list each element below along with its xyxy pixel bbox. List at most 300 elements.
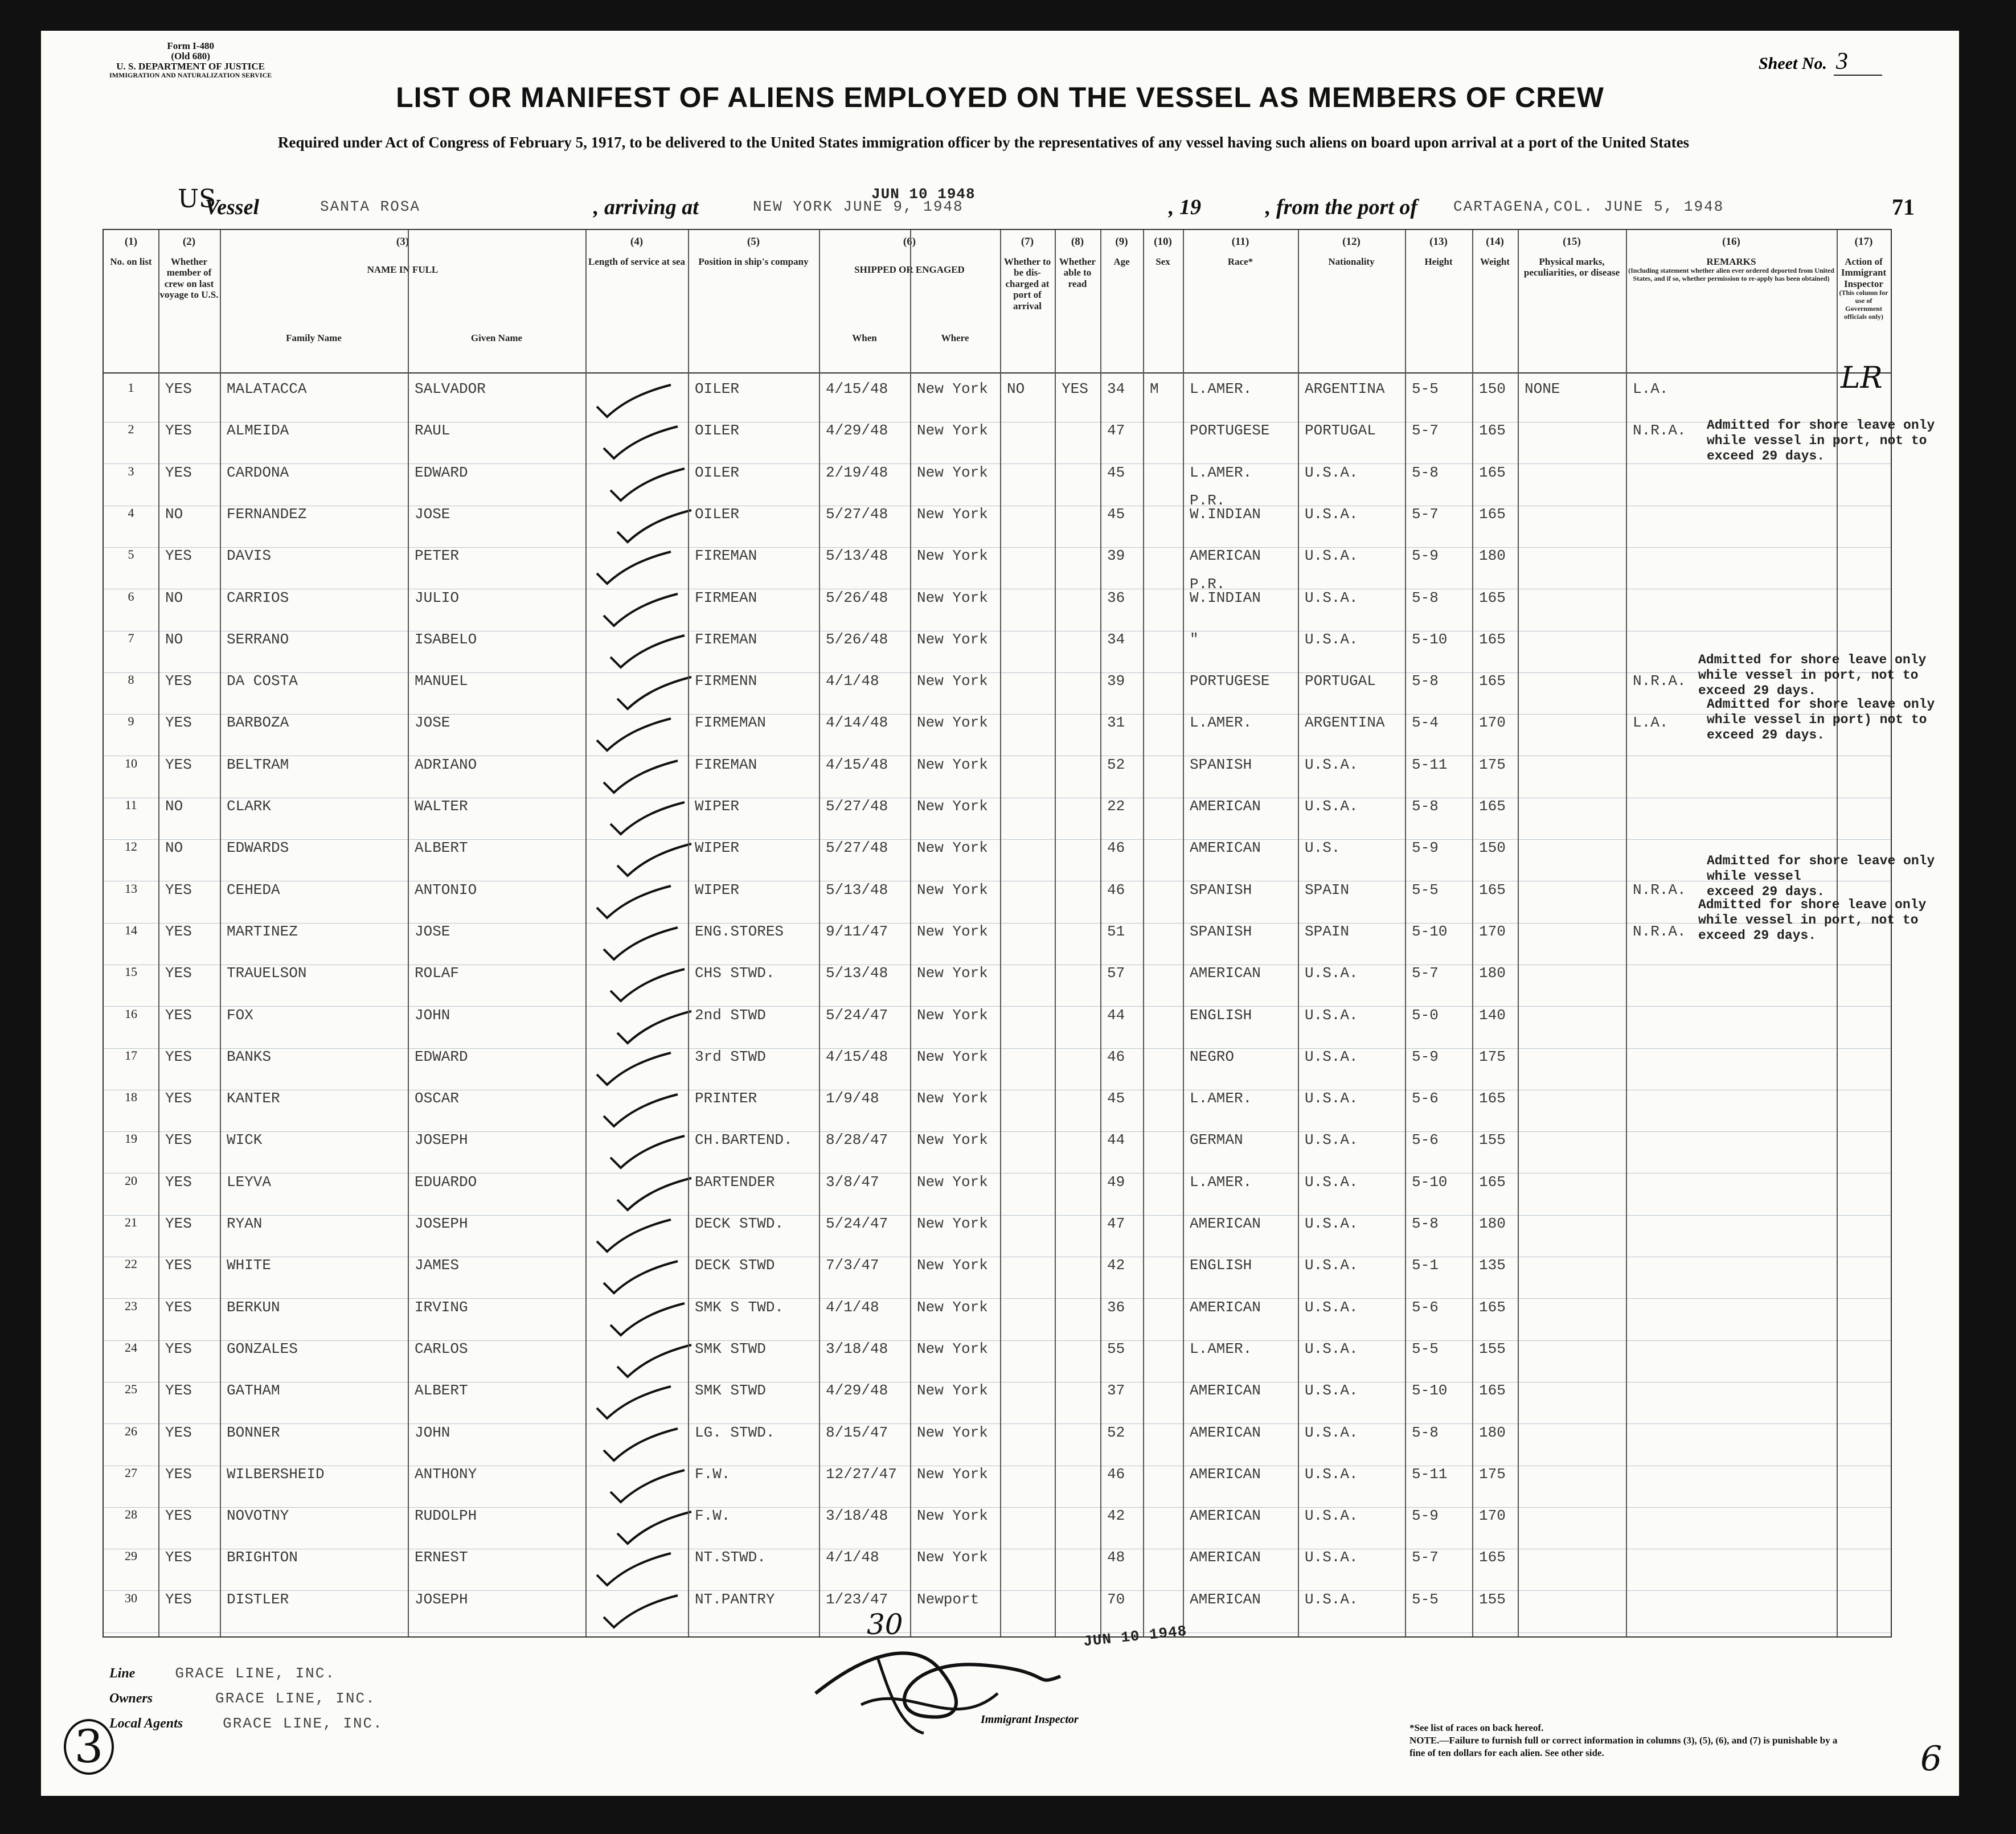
cell-age: 37 <box>1107 1382 1125 1400</box>
cell-nationality: U.S.A. <box>1305 1340 1358 1357</box>
cell-no: 13 <box>125 881 137 896</box>
inspector-initials: LR <box>1841 361 1883 395</box>
column-header <box>104 236 158 267</box>
cell-when: 12/27/47 <box>826 1465 897 1483</box>
table-row <box>104 756 1891 798</box>
cell-marks: NONE <box>1525 380 1560 397</box>
cell-weight: 175 <box>1479 756 1506 773</box>
cell-nationality: ARGENTINA <box>1305 380 1385 397</box>
table-row <box>104 1131 1891 1174</box>
cell-age: 42 <box>1107 1257 1125 1274</box>
agents-label: Local Agents <box>109 1716 183 1731</box>
checkmark-icon <box>605 1301 690 1341</box>
cell-where: New York <box>917 1131 988 1149</box>
column-number: (9) <box>1115 236 1128 248</box>
service-name: IMMIGRATION AND NATURALIZATION SERVICE <box>109 71 272 79</box>
column-divider <box>1000 230 1001 1636</box>
checkmark-icon <box>612 842 697 881</box>
cell-age: 70 <box>1107 1590 1125 1608</box>
cell-no: 19 <box>125 1131 137 1146</box>
cell-family: CEHEDA <box>227 881 280 898</box>
cell-no: 4 <box>128 505 134 520</box>
cell-no: 12 <box>125 839 137 854</box>
cell-where: New York <box>917 422 988 440</box>
column-header <box>1472 236 1518 267</box>
table-row <box>104 1466 1891 1508</box>
cell-no: 5 <box>128 547 134 562</box>
cell-when: 5/13/48 <box>826 965 888 982</box>
manifest-sheet <box>41 31 1959 1796</box>
checkmark-icon <box>612 675 697 715</box>
cell-where: New York <box>917 1465 988 1483</box>
cell-family: MALATACCA <box>227 380 307 397</box>
cell-prev: YES <box>165 1131 192 1149</box>
cell-height: 5-10 <box>1412 1173 1448 1191</box>
cell-race: AMERICAN <box>1190 1423 1261 1441</box>
cell-height: 5-8 <box>1412 798 1439 815</box>
cell-prev: YES <box>165 1215 192 1232</box>
cell-race: PORTUGESE <box>1190 422 1270 440</box>
column-header <box>1000 236 1055 312</box>
column-number: (6) <box>903 236 916 248</box>
table-header <box>104 230 1891 374</box>
footnote <box>1409 1722 1842 1759</box>
table-row <box>104 380 1891 422</box>
cell-prev: NO <box>165 630 183 648</box>
column-number: (8) <box>1071 236 1084 248</box>
table-row <box>104 575 1891 631</box>
cell-height: 5-4 <box>1412 714 1439 732</box>
table-row <box>104 965 1891 1007</box>
cell-given: JOSEPH <box>415 1590 468 1608</box>
remark-note: Admitted for shore leave only while vessel in port, not to exceed 29 days. <box>1698 897 1927 943</box>
cell-race: AMERICAN <box>1190 965 1261 982</box>
cell-weight: 170 <box>1479 922 1506 940</box>
cell-no: 18 <box>125 1090 137 1105</box>
vessel-name: SANTA ROSA <box>320 198 421 215</box>
cell-where: New York <box>917 881 988 898</box>
table-row <box>104 491 1891 548</box>
cell-no: 26 <box>125 1423 137 1438</box>
cell-prev: NO <box>165 589 183 606</box>
cell-prev: YES <box>165 1257 192 1274</box>
cell-nationality: U.S.A. <box>1305 1549 1358 1566</box>
cell-where: New York <box>917 714 988 732</box>
cell-age: 46 <box>1107 1465 1125 1483</box>
cell-weight: 140 <box>1479 1006 1506 1024</box>
cell-height: 5-9 <box>1412 1048 1439 1065</box>
cell-where: New York <box>917 1173 988 1191</box>
cell-position: BARTENDER <box>695 1173 775 1191</box>
cell-given: JOSE <box>415 714 450 732</box>
table-row <box>104 1549 1891 1591</box>
cell-height: 5-9 <box>1412 547 1439 565</box>
checkmark-icon <box>591 1551 677 1591</box>
column-divider <box>1143 230 1144 1636</box>
checkmark-icon <box>598 758 683 798</box>
cell-family: DISTLER <box>227 1590 289 1608</box>
table-row <box>104 881 1891 924</box>
cell-prev: YES <box>165 1090 192 1107</box>
cell-position: FIRMEMAN <box>695 714 766 732</box>
corner-number-left: 3 <box>64 1719 114 1775</box>
cell-age: 36 <box>1107 589 1125 606</box>
table-row <box>104 1382 1891 1424</box>
table-row <box>104 1215 1891 1257</box>
column-header <box>688 236 819 267</box>
cell-no: 14 <box>125 922 137 937</box>
checkmark-icon <box>591 1384 677 1424</box>
vessel-line <box>149 184 1943 223</box>
cell-where: New York <box>917 630 988 648</box>
cell-weight: 165 <box>1479 1173 1506 1191</box>
cell-nationality: ARGENTINA <box>1305 714 1385 732</box>
cell-position: CHS STWD. <box>695 965 775 982</box>
cell-given: ROLAF <box>415 965 460 982</box>
table-row <box>104 547 1891 589</box>
remark-note: Admitted for shore leave only while vessel in port, not to exceed 29 days. <box>1698 653 1927 699</box>
cell-position: NT.PANTRY <box>695 1590 775 1608</box>
cell-nationality: U.S.A. <box>1305 1006 1358 1024</box>
cell-height: 5-8 <box>1412 1215 1439 1232</box>
cell-prev: YES <box>165 380 192 397</box>
cell-nationality: U.S.A. <box>1305 505 1358 523</box>
cell-age: 31 <box>1107 714 1125 732</box>
cell-weight: 155 <box>1479 1590 1506 1608</box>
column-divider <box>910 230 911 1636</box>
cell-where: New York <box>917 463 988 481</box>
cell-age: 51 <box>1107 922 1125 940</box>
cell-position: ENG.STORES <box>695 922 784 940</box>
cell-position: FIREMAN <box>695 756 757 773</box>
table-row <box>104 1257 1891 1299</box>
cell-height: 5-9 <box>1412 839 1439 857</box>
cell-when: 4/29/48 <box>826 422 888 440</box>
column-label: Nationality <box>1328 256 1375 267</box>
cell-when: 4/1/48 <box>826 672 879 690</box>
column-number: (4) <box>630 236 644 248</box>
cell-prev: YES <box>165 1507 192 1525</box>
cell-position: SMK STWD <box>695 1340 766 1357</box>
cell-age: 55 <box>1107 1340 1125 1357</box>
vessel-label: Vessel <box>205 195 259 219</box>
cell-age: 47 <box>1107 422 1125 440</box>
cell-where: New York <box>917 756 988 773</box>
cell-no: 7 <box>128 630 134 645</box>
document-subtitle: Required under Act of Congress of February 5, 1917, to be delivered to the United States immigration officer by the representatives of any vessel having such aliens on board upon arrival at a port of the United States <box>277 134 1690 151</box>
cell-nationality: SPAIN <box>1305 922 1350 940</box>
cell-where: New York <box>917 1340 988 1357</box>
cell-nationality: U.S.A. <box>1305 1090 1358 1107</box>
cell-nationality: PORTUGAL <box>1305 422 1376 440</box>
cell-family: GATHAM <box>227 1382 280 1400</box>
cell-age: 44 <box>1107 1006 1125 1024</box>
cell-height: 5-8 <box>1412 672 1439 690</box>
cell-race: AMERICAN <box>1190 1298 1261 1316</box>
owners-field <box>109 1690 376 1707</box>
cell-height: 5-5 <box>1412 380 1439 397</box>
cell-no: 16 <box>125 1006 137 1021</box>
table-row <box>104 422 1891 464</box>
cell-sex: M <box>1150 380 1159 397</box>
cell-weight: 165 <box>1479 505 1506 523</box>
table-row <box>104 631 1891 673</box>
cell-where: Newport <box>917 1590 980 1608</box>
cell-family: WHITE <box>227 1257 272 1274</box>
checkmark-icon <box>612 1343 697 1382</box>
cell-when: 5/24/47 <box>826 1006 888 1024</box>
cell-weight: 155 <box>1479 1131 1506 1149</box>
checkmark-icon <box>605 967 690 1007</box>
cell-age: 34 <box>1107 630 1125 648</box>
cell-prev: NO <box>165 839 183 857</box>
cell-race: AMERICAN <box>1190 1590 1261 1608</box>
column-divider <box>688 230 689 1636</box>
cell-race: " <box>1190 630 1199 648</box>
cell-when: 3/8/47 <box>826 1173 879 1191</box>
cell-given: RAUL <box>415 422 450 440</box>
cell-age: 36 <box>1107 1298 1125 1316</box>
cell-given: EDWARD <box>415 463 468 481</box>
cell-when: 5/26/48 <box>826 630 888 648</box>
cell-when: 5/27/48 <box>826 505 888 523</box>
cell-when: 5/26/48 <box>826 589 888 606</box>
form-identifier <box>109 41 272 79</box>
cell-no: 9 <box>128 714 134 729</box>
cell-given: JULIO <box>415 589 460 606</box>
table-row <box>104 1507 1891 1549</box>
cell-position: 2nd STWD <box>695 1006 766 1024</box>
cell-remarks: N.R.A. <box>1633 672 1686 690</box>
cell-no: 25 <box>125 1382 137 1397</box>
cell-weight: 170 <box>1479 714 1506 732</box>
cell-position: FIREMAN <box>695 547 757 565</box>
cell-race-note: P.R. <box>1190 575 1226 593</box>
table-row <box>104 1299 1891 1341</box>
column-label: Length of service at sea <box>588 256 685 267</box>
cell-nationality: U.S.A. <box>1305 630 1358 648</box>
cell-given: CARLOS <box>415 1340 468 1357</box>
cell-prev: YES <box>165 1549 192 1566</box>
column-divider <box>1405 230 1406 1636</box>
vessel-prefix-hand: US <box>178 184 216 214</box>
inspector-label: Immigrant Inspector <box>981 1713 1079 1726</box>
column-number: (12) <box>1342 236 1361 248</box>
cell-remarks: N.R.A. <box>1633 922 1686 940</box>
remark-note: Admitted for shore leave only while vessel in port, not to exceed 29 days. <box>1707 418 1935 464</box>
cell-position: DECK STWD. <box>695 1215 784 1232</box>
cell-family: BANKS <box>227 1048 272 1065</box>
cell-position: OILER <box>695 422 740 440</box>
cell-height: 5-9 <box>1412 1507 1439 1525</box>
cell-position: OILER <box>695 505 740 523</box>
cell-prev: YES <box>165 463 192 481</box>
cell-when: 1/23/47 <box>826 1590 888 1608</box>
cell-nationality: U.S.A. <box>1305 463 1358 481</box>
cell-weight: 165 <box>1479 422 1506 440</box>
cell-height: 5-11 <box>1412 1465 1448 1483</box>
column-divider <box>1472 230 1473 1636</box>
cell-given: ANTHONY <box>415 1465 477 1483</box>
cell-race: L.AMER. <box>1190 463 1252 481</box>
cell-prev: YES <box>165 756 192 773</box>
cell-race: W.INDIAN <box>1190 505 1261 523</box>
checkmark-icon <box>591 1217 677 1257</box>
cell-position: WIPER <box>695 798 740 815</box>
cell-position: SMK S TWD. <box>695 1298 784 1316</box>
cell-weight: 165 <box>1479 630 1506 648</box>
cell-height: 5-1 <box>1412 1257 1439 1274</box>
cell-nationality: U.S.A. <box>1305 1298 1358 1316</box>
cell-race: AMERICAN <box>1190 1382 1261 1400</box>
cell-age: 22 <box>1107 798 1125 815</box>
form-old-number: (Old 680) <box>171 50 210 61</box>
cell-position: LG. STWD. <box>695 1423 775 1441</box>
cell-given: MANUEL <box>415 672 468 690</box>
cell-age: 49 <box>1107 1173 1125 1191</box>
column-divider <box>1518 230 1519 1636</box>
footnote-penalty: NOTE.—Failure to furnish full or correct information in columns (3), (5), (6), and (7) is punishable by a fine of ten dollars for each alien. See other side. <box>1409 1735 1838 1759</box>
cell-family: BELTRAM <box>227 756 289 773</box>
column-header <box>819 236 1000 275</box>
cell-race: L.AMER. <box>1190 1173 1252 1191</box>
cell-where: New York <box>917 1549 988 1566</box>
cell-family: CLARK <box>227 798 272 815</box>
column-number: (3) <box>396 236 409 248</box>
cell-family: NOVOTNY <box>227 1507 289 1525</box>
cell-weight: 165 <box>1479 1382 1506 1400</box>
cell-height: 5-7 <box>1412 505 1439 523</box>
cell-nationality: U.S.A. <box>1305 1423 1358 1441</box>
cell-nationality: U.S.A. <box>1305 547 1358 565</box>
column-header <box>1518 236 1626 278</box>
cell-race: W.INDIAN <box>1190 589 1261 606</box>
cell-when: 8/15/47 <box>826 1423 888 1441</box>
cell-prev: YES <box>165 881 192 898</box>
cell-race: SPANISH <box>1190 881 1252 898</box>
cell-position: DECK STWD <box>695 1257 775 1274</box>
column-number: (15) <box>1563 236 1581 248</box>
cell-race: L.AMER. <box>1190 1340 1252 1357</box>
column-label: Race* <box>1227 256 1253 267</box>
cell-family: DA COSTA <box>227 672 298 690</box>
column-number: (17) <box>1854 236 1873 248</box>
column-divider <box>220 230 221 1636</box>
column-note: (Including statement whether alien ever ordered deported from United States, and if so, whether permission to re-apply has been obtained) <box>1628 266 1834 283</box>
checkmark-icon <box>591 884 677 924</box>
cell-race: AMERICAN <box>1190 1549 1261 1566</box>
checkmark-icon <box>591 1051 677 1090</box>
cell-weight: 180 <box>1479 547 1506 565</box>
table-row <box>104 714 1891 756</box>
cell-nationality: U.S.A. <box>1305 1215 1358 1232</box>
checkmark-icon <box>605 633 690 673</box>
column-note: (This column for use of Government officials only) <box>1839 289 1888 321</box>
cell-family: BONNER <box>227 1423 280 1441</box>
cell-age: 42 <box>1107 1507 1125 1525</box>
table-row <box>104 1007 1891 1049</box>
cell-prev: NO <box>165 505 183 523</box>
cell-nationality: U.S.A. <box>1305 965 1358 982</box>
cell-height: 5-10 <box>1412 630 1448 648</box>
cell-age: 46 <box>1107 839 1125 857</box>
cell-weight: 165 <box>1479 1549 1506 1566</box>
checkmark-icon <box>605 800 690 840</box>
cell-position: OILER <box>695 463 740 481</box>
cell-when: 7/3/47 <box>826 1257 879 1274</box>
cell-given: JOSE <box>415 505 450 523</box>
cell-family: CARDONA <box>227 463 289 481</box>
cell-race: AMERICAN <box>1190 1215 1261 1232</box>
cell-age: 39 <box>1107 547 1125 565</box>
cell-position: CH.BARTEND. <box>695 1131 793 1149</box>
column-number: (16) <box>1722 236 1740 248</box>
cell-prev: YES <box>165 1340 192 1357</box>
cell-given: JOHN <box>415 1006 450 1024</box>
cell-when: 1/9/48 <box>826 1090 879 1107</box>
cell-weight: 165 <box>1479 1298 1506 1316</box>
cell-given: EDWARD <box>415 1048 468 1065</box>
column-number: (10) <box>1154 236 1172 248</box>
cell-no: 2 <box>128 422 134 437</box>
cell-height: 5-7 <box>1412 1549 1439 1566</box>
checkmark-icon <box>605 1134 690 1174</box>
column-label: REMARKS <box>1706 256 1756 267</box>
column-number: (13) <box>1429 236 1448 248</box>
cell-given: ERNEST <box>415 1549 468 1566</box>
cell-prev: YES <box>165 1465 192 1483</box>
cell-when: 4/15/48 <box>826 1048 888 1065</box>
agents-field <box>109 1715 383 1732</box>
cell-race: AMERICAN <box>1190 547 1261 565</box>
cell-position: OILER <box>695 380 740 397</box>
agents-value: GRACE LINE, INC. <box>223 1715 383 1732</box>
cell-remarks: L.A. <box>1633 714 1669 732</box>
cell-nationality: U.S.A. <box>1305 1131 1358 1149</box>
column-header <box>220 236 585 275</box>
cell-weight: 165 <box>1479 1090 1506 1107</box>
table-row <box>104 1174 1891 1216</box>
cell-prev: YES <box>165 1006 192 1024</box>
cell-prev: NO <box>165 798 183 815</box>
cell-when: 2/19/48 <box>826 463 888 481</box>
cell-where: New York <box>917 1382 988 1400</box>
cell-race: AMERICAN <box>1190 1507 1261 1525</box>
cell-position: NT.STWD. <box>695 1549 766 1566</box>
cell-weight: 170 <box>1479 1507 1506 1525</box>
cell-height: 5-10 <box>1412 1382 1448 1400</box>
cell-where: New York <box>917 1215 988 1232</box>
cell-family: WICK <box>227 1131 263 1149</box>
cell-where: New York <box>917 1090 988 1107</box>
cell-nationality: U.S.A. <box>1305 1507 1358 1525</box>
cell-when: 3/18/48 <box>826 1507 888 1525</box>
cell-read: YES <box>1062 380 1088 397</box>
cell-family: CARRIOS <box>227 589 289 606</box>
cell-family: KANTER <box>227 1090 280 1107</box>
cell-where: New York <box>917 839 988 857</box>
cell-position: F.W. <box>695 1507 731 1525</box>
cell-no: 29 <box>125 1549 137 1564</box>
cell-weight: 165 <box>1479 589 1506 606</box>
cell-when: 5/13/48 <box>826 547 888 565</box>
cell-when: 4/15/48 <box>826 756 888 773</box>
cell-given: EDUARDO <box>415 1173 477 1191</box>
table-row <box>104 464 1891 506</box>
cell-prev: YES <box>165 1173 192 1191</box>
column-divider <box>1100 230 1101 1636</box>
checkmark-icon <box>612 1509 697 1549</box>
